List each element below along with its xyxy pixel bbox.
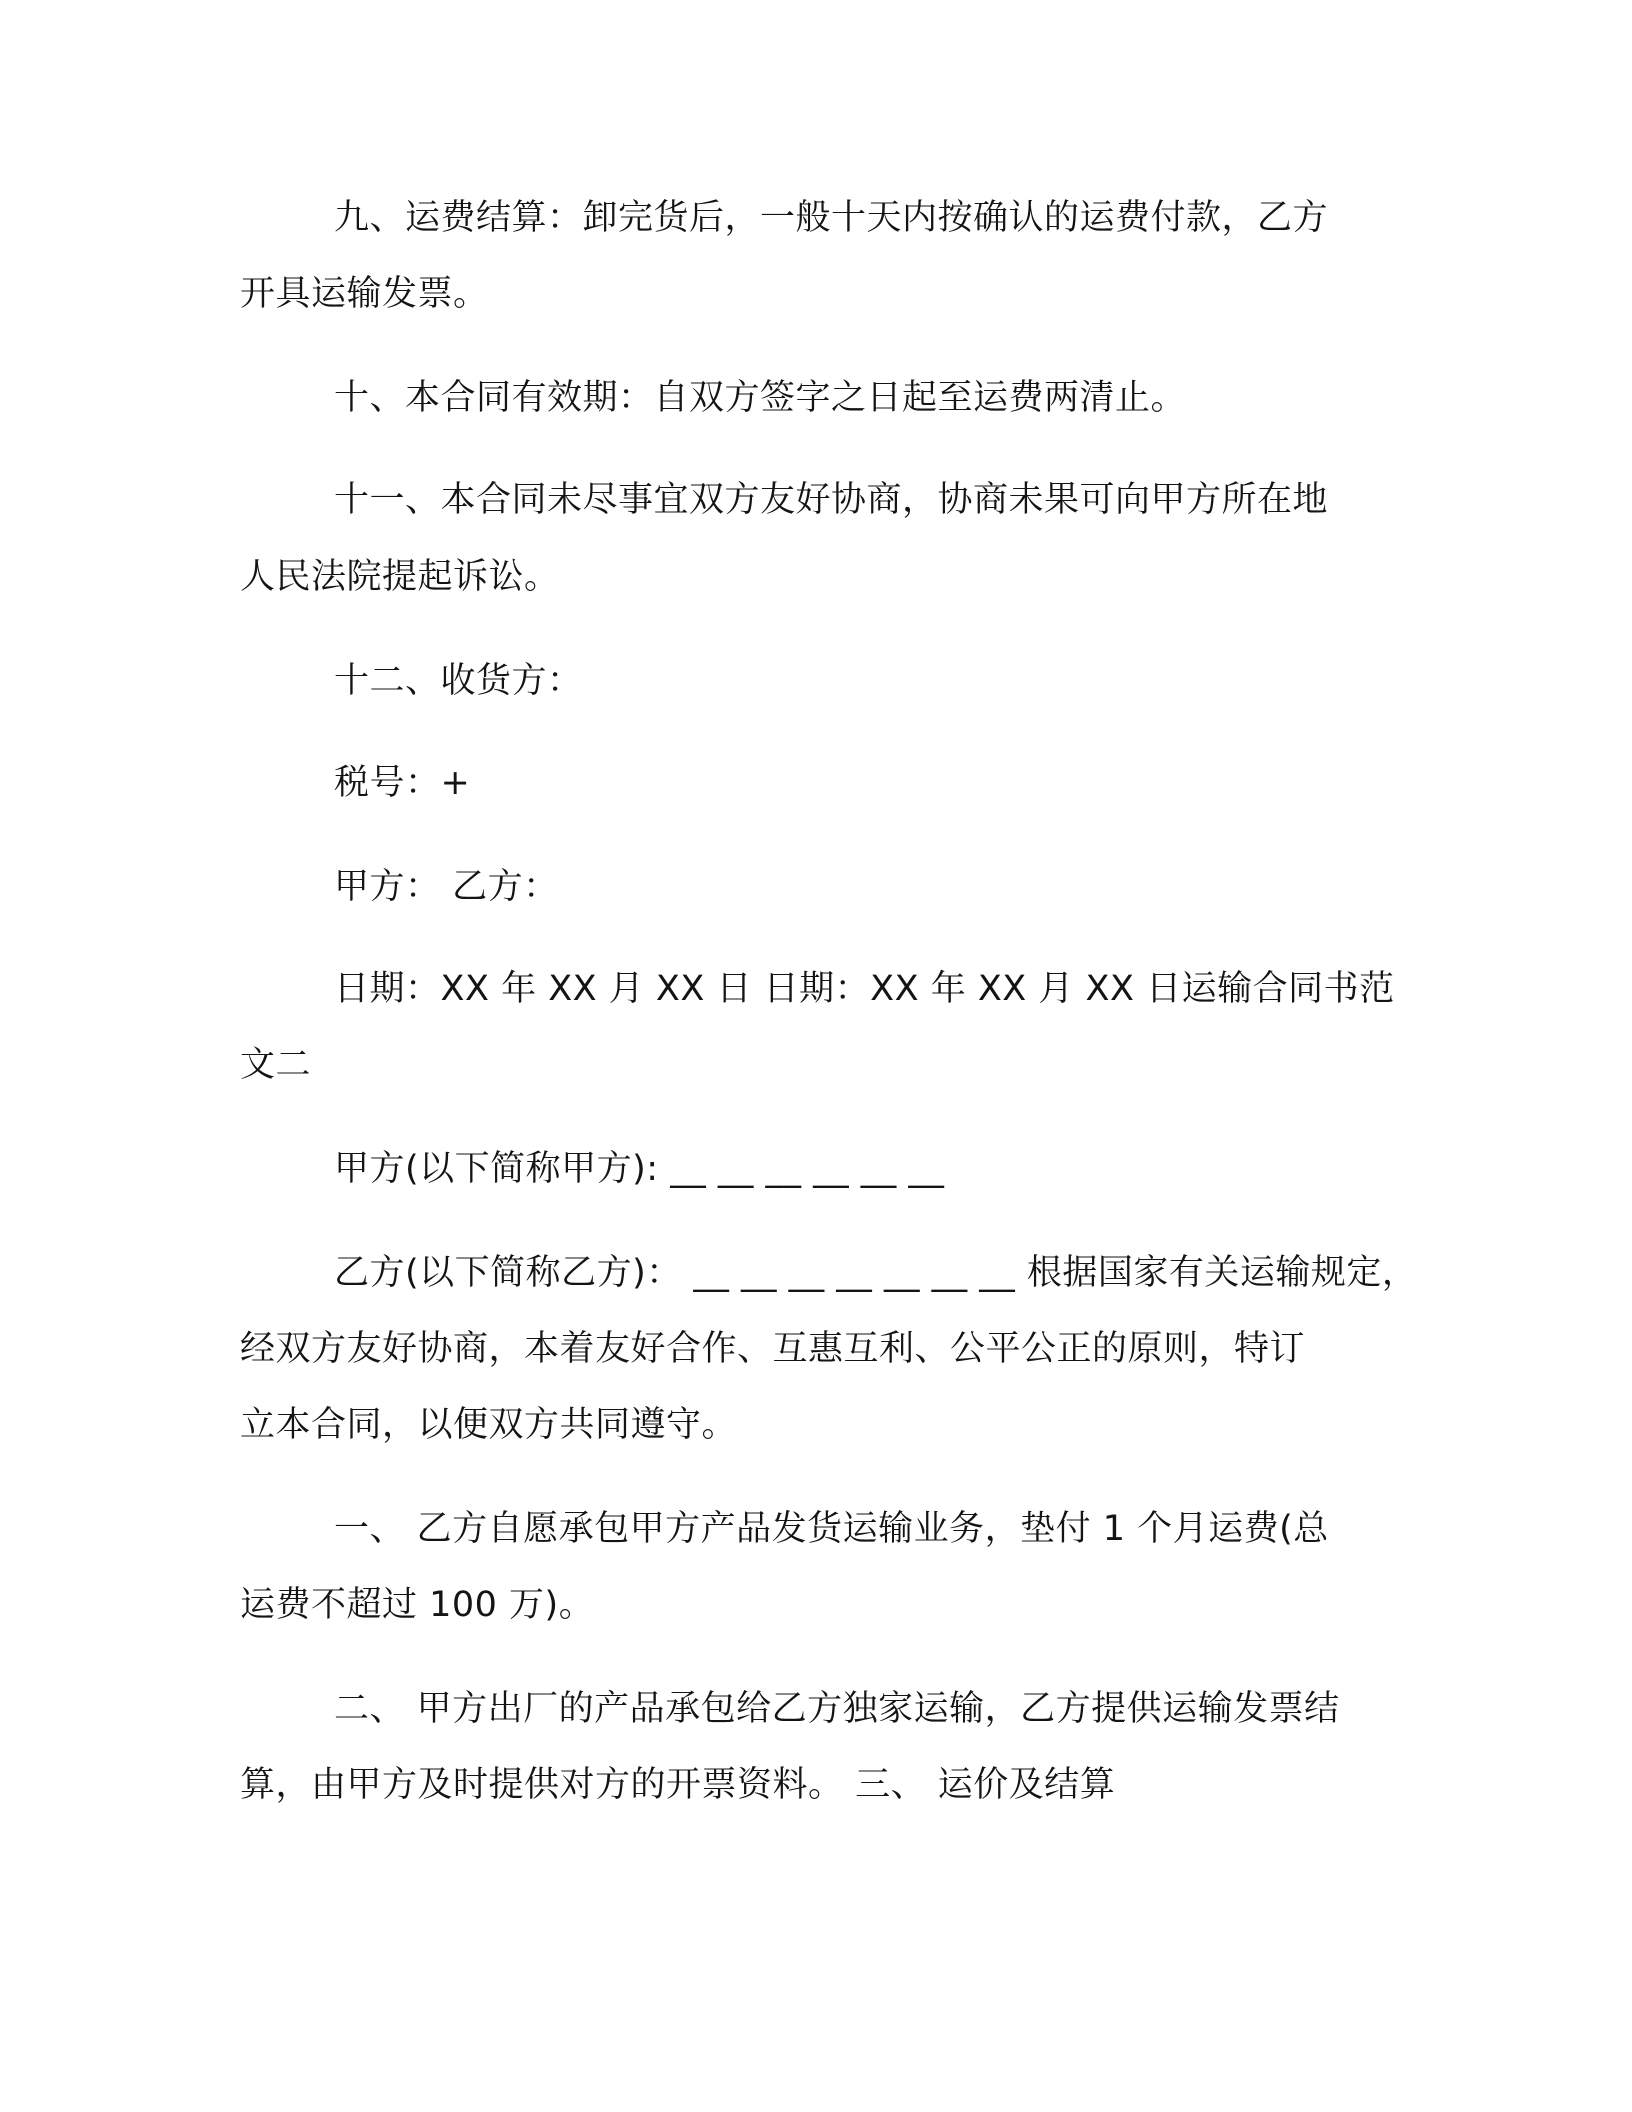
date-line-2: 文二 (240, 1045, 312, 1085)
party-signatures: 甲方： 乙方： (334, 867, 559, 907)
tax-number: 税号：+ (334, 763, 471, 803)
clause-2-line-2: 算，由甲方及时提供对方的开票资料。 三、 运价及结算 (240, 1765, 1116, 1805)
clause-10: 十、本合同有效期：自双方签字之日起至运费两清止。 (334, 378, 1187, 418)
date-line-1: 日期：XX 年 XX 月 XX 日 日期：XX 年 XX 月 XX 日运输合同书范 (334, 969, 1395, 1009)
clause-2-line-1: 二、 甲方出厂的产品承包给乙方独家运输，乙方提供运输发票结 (334, 1689, 1340, 1729)
clause-11-line-2: 人民法院提起诉讼。 (240, 557, 560, 597)
clause-9-line-1: 九、运费结算：卸完货后，一般十天内按确认的运费付款，乙方 (334, 198, 1329, 238)
clause-1-line-1: 一、 乙方自愿承包甲方产品发货运输业务，垫付 1 个月运费(总 (334, 1509, 1329, 1549)
party-b-definition-line-3: 立本合同，以便双方共同遵守。 (240, 1405, 738, 1445)
clause-1-line-2: 运费不超过 100 万)。 (240, 1585, 595, 1625)
party-a-definition: 甲方(以下简称甲方): __ __ __ __ __ __ (334, 1149, 945, 1189)
clause-11-line-1: 十一、本合同未尽事宜双方友好协商，协商未果可向甲方所在地 (334, 480, 1329, 520)
party-b-definition-line-2: 经双方友好协商，本着友好合作、互惠互利、公平公正的原则，特订 (240, 1329, 1306, 1369)
clause-9-line-2: 开具运输发票。 (240, 274, 489, 314)
party-b-definition-line-1: 乙方(以下简称乙方)： __ __ __ __ __ __ __ 根据国家有关运输规定， (334, 1253, 1418, 1293)
clause-12-consignee: 十二、收货方： (334, 661, 583, 701)
